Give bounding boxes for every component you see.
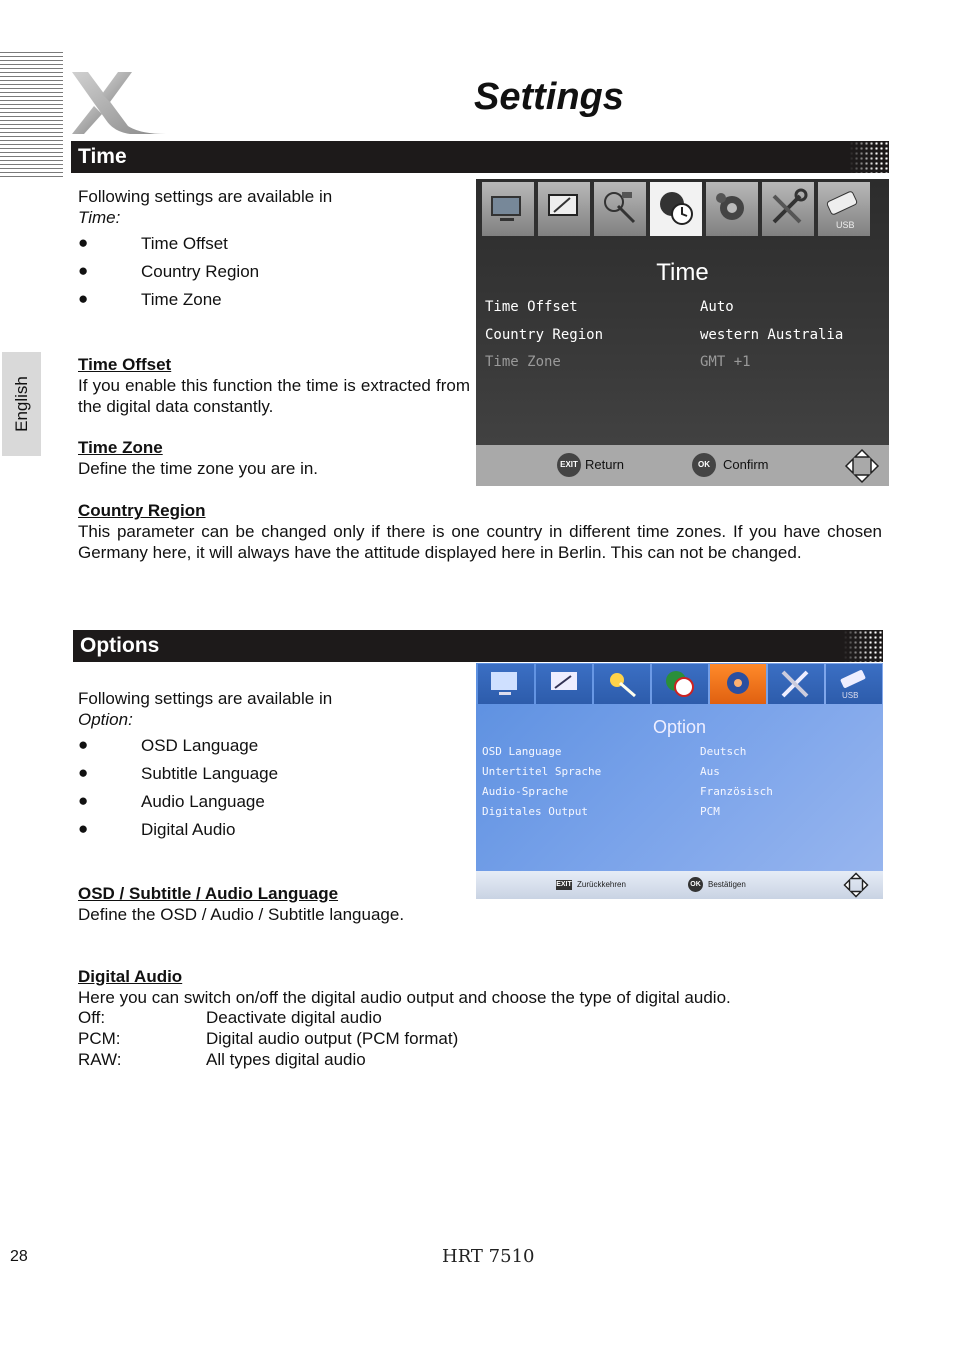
exit-button-icon: EXIT [557,453,581,477]
bullet-icon: ● [78,261,89,280]
paragraph: Define the OSD / Audio / Subtitle language. [78,905,405,924]
menu-row-value: PCM [700,805,720,818]
header-stripes [0,52,63,180]
definition-key: Off: [78,1008,106,1027]
subheading: Digital Audio [78,967,183,986]
digital-audio-block [78,966,882,1008]
paragraph: If you enable this function the time is extracted from the digital data constantly. [78,376,470,416]
bullet-item: Digital Audio [141,820,236,839]
bullet-item: Country Region [141,262,260,281]
definition-value: All types digital audio [206,1050,366,1069]
intro-line-italic: Option: [78,710,133,729]
return-label: Zurückkehren [577,880,626,889]
subheading: Country Region [78,501,206,520]
gear-icon [706,182,758,236]
options-intro [78,688,332,730]
bullet-item: Time Offset [141,234,228,253]
definition-key: RAW: [78,1050,122,1069]
bullet-icon: ● [78,735,89,754]
menu-row-value: Auto [700,299,734,315]
tools-icon [762,182,814,236]
menu-row-label: Untertitel Sprache [482,765,602,778]
usb-icon [826,664,882,704]
usb-label: USB [836,220,855,230]
menu-title: Option [652,717,707,737]
bar-dots-decoration [843,630,883,662]
clock-icon [650,182,702,236]
menu-footer [476,445,889,486]
bullet-icon: ● [78,791,89,810]
option-menu-screenshot [476,663,883,899]
paragraph: Here you can switch on/off the digital audio output and choose the type of digital audio. [78,988,731,1007]
menu-row-label: Time Zone [485,354,561,370]
menu-row-value: Deutsch [700,745,747,758]
language-tab-label: English [11,376,31,432]
return-label: Return [585,457,625,472]
section-bar-time [71,141,889,173]
ok-button-icon: OK [692,453,716,477]
menu-row-value: Aus [700,765,720,778]
bar-dots-decoration [849,141,889,173]
time-zone-block [78,437,470,479]
page-title: Settings [474,76,624,118]
usb-label: USB [842,691,859,700]
picture-icon [536,664,592,704]
bullet-item: Time Zone [141,290,222,309]
menu-row-label: Audio-Sprache [482,785,569,798]
bullet-icon: ● [78,233,89,252]
time-offset-block [78,354,470,417]
brand-logo-icon [70,70,166,136]
intro-line-italic: Time: [78,208,121,227]
page-number: 28 [10,1248,28,1265]
country-region-block [78,500,882,563]
clock-icon [652,664,708,704]
menu-row-value: Französisch [700,785,773,798]
menu-row-label: Country Region [485,327,604,343]
menu-row-label: Digitales Output [482,805,588,818]
satellite-icon [594,182,646,236]
intro-line: Following settings are available in [78,187,333,206]
bullet-icon: ● [78,289,89,308]
menu-row-value: western Australia [700,327,844,343]
exit-button-icon: EXIT [556,881,572,888]
picture-icon [538,182,590,236]
confirm-label: Bestätigen [708,880,746,889]
section-title: Time [78,145,127,168]
bullet-item: OSD Language [141,736,259,755]
gear-icon [710,664,766,704]
subheading: OSD / Subtitle / Audio Language [78,884,339,903]
section-title: Options [80,634,160,657]
bullet-icon: ● [78,819,89,838]
menu-title: Time [656,259,709,286]
navigation-arrows-icon [844,448,880,484]
menu-icon-row [482,182,882,238]
bullet-item: Audio Language [141,792,265,811]
navigation-arrows-icon [842,872,870,898]
confirm-label: Confirm [723,457,769,472]
menu-row-value: GMT +1 [700,354,751,370]
paragraph: Define the time zone you are in. [78,459,319,478]
definition-value: Deactivate digital audio [206,1008,382,1027]
paragraph: This parameter can be changed only if there is one country in different time zones. If you have chosen Germany here, it will always have the attitude displayed here in Berlin. This can not be changed. [78,522,882,562]
subheading: Time Offset [78,355,172,374]
menu-footer [476,871,883,899]
ok-button-icon: OK [688,877,703,892]
time-menu-screenshot [476,179,889,486]
intro-line: Following settings are available in [78,689,333,708]
tools-icon [768,664,824,704]
tv-icon [482,182,534,236]
time-intro [78,186,332,228]
satellite-icon [594,664,650,704]
subheading: Time Zone [78,438,163,457]
language-tab [2,352,41,456]
section-bar-options [73,630,883,662]
definition-value: Digital audio output (PCM format) [206,1029,459,1048]
model-name: HRT 7510 [442,1246,535,1267]
menu-row-label: Time Offset [485,299,578,315]
tv-icon [478,664,534,704]
menu-icon-row [478,664,882,704]
usb-icon [818,182,870,236]
definition-key: PCM: [78,1029,121,1048]
language-block [78,883,470,925]
bullet-item: Subtitle Language [141,764,279,783]
bullet-icon: ● [78,763,89,782]
menu-row-label: OSD Language [482,745,562,758]
